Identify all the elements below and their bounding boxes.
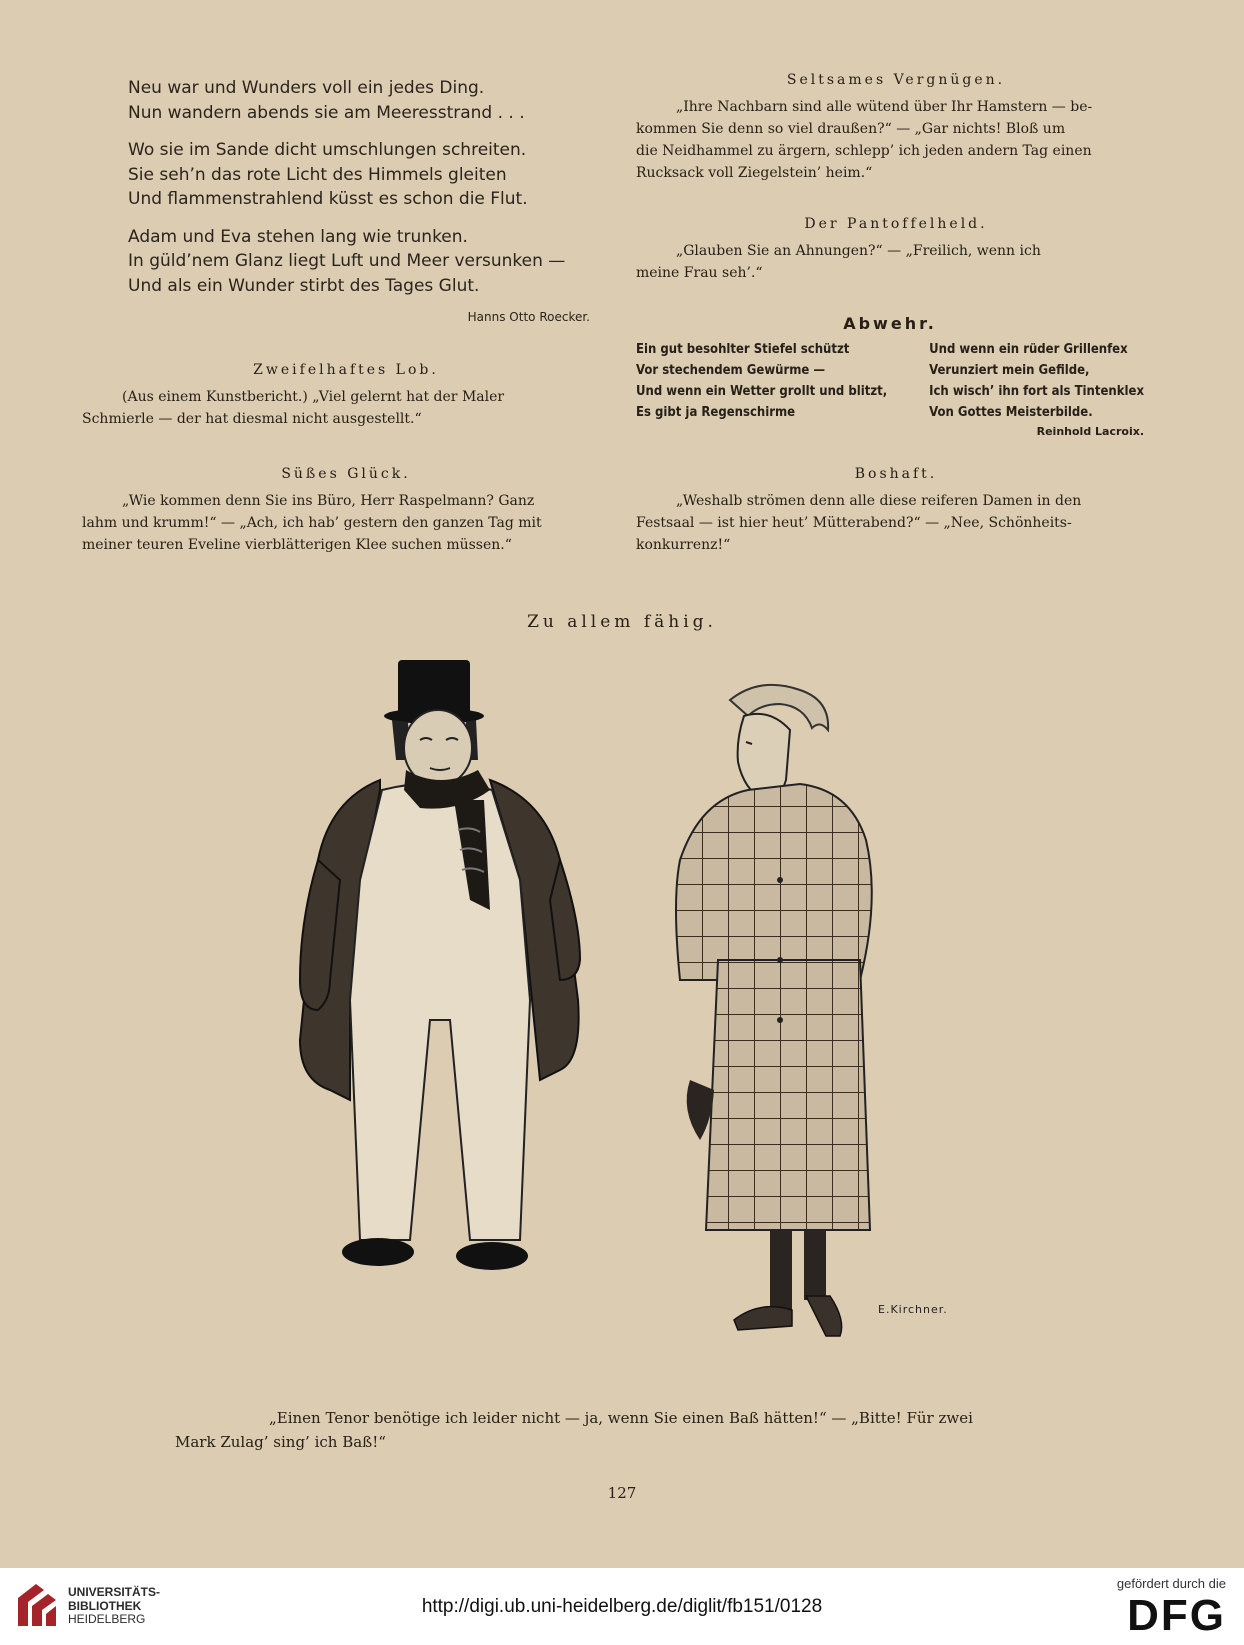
poem-line: In güld’nem Glanz liegt Luft und Meer versunken —: [128, 251, 566, 271]
text-line: die Neidhammel zu ärgern, schlepp’ ich jeden andern Tag einen: [636, 143, 1092, 159]
document-url-link[interactable]: http://digi.ub.uni-heidelberg.de/diglit/fb151/0128: [421, 1596, 823, 1617]
illustration-caption: [175, 1406, 1075, 1454]
stout-man-figure: [300, 660, 580, 1270]
thin-man-figure: [676, 685, 872, 1336]
poem-line: Sie seh’n das rote Licht des Himmels gleiten: [128, 164, 507, 185]
university-line: HEIDELBERG: [68, 1612, 146, 1626]
artist-signature: E.Kirchner.: [878, 1303, 948, 1316]
verse-line: Und wenn ein rüder Grillenfex: [929, 342, 1128, 357]
poem-line: Wo sie im Sande dicht umschlungen schreiten.: [128, 140, 527, 160]
poem-line: Nun wandern abends sie am Meeresstrand . . .: [128, 102, 525, 123]
section-title: Boshaft.: [854, 466, 938, 482]
university-line: UNIVERSITÄTS-: [68, 1585, 161, 1599]
abwehr-author: Reinhold Lacroix.: [1036, 425, 1144, 438]
section-title: Zweifelhaftes Lob.: [253, 362, 439, 378]
caption-line: Mark Zulag’ sing’ ich Baß!“: [175, 1433, 386, 1451]
text-line: lahm und krumm!“ — „Ach, ich hab’ gestern den ganzen Tag mit: [82, 515, 542, 531]
text-line: Schmierle — der hat diesmal nicht ausgestellt.“: [82, 411, 422, 427]
verse-line: Von Gottes Meisterbilde.: [929, 405, 1093, 420]
caption-line: „Einen Tenor benötige ich leider nicht — ja, wenn Sie einen Baß hätten!“ — „Bitte! Für zwei: [269, 1409, 973, 1427]
library-footer: [0, 1568, 1244, 1645]
verse-line: Vor stechendem Gewürme —: [636, 363, 826, 378]
section-title: Süßes Glück.: [281, 466, 411, 482]
text-line: „Ihre Nachbarn sind alle wütend über Ihr Hamstern — be-: [676, 99, 1093, 115]
poem-line: Neu war und Wunders voll ein jedes Ding.: [128, 78, 485, 98]
verse-line: Ein gut besohlter Stiefel schützt: [636, 342, 850, 357]
dfg-logo: DFG: [1127, 1591, 1226, 1640]
text-line: kommen Sie denn so viel draußen?“ — „Gar nichts! Bloß um: [636, 121, 1066, 137]
poem-line: Adam und Eva stehen lang wie trunken.: [128, 226, 468, 247]
text-line: „Wie kommen denn Sie ins Büro, Herr Raspelmann? Ganz: [122, 493, 535, 509]
text-line: „Weshalb strömen denn alle diese reiferen Damen in den: [676, 493, 1082, 509]
verse-line: Verunziert mein Gefilde,: [929, 363, 1090, 378]
university-line: BIBLIOTHEK: [68, 1598, 142, 1613]
verse-line: Ich wisch’ ihn fort als Tintenklex: [929, 384, 1144, 399]
page-number: 127: [607, 1484, 637, 1502]
verse-line: Es gibt ja Regenschirme: [636, 405, 796, 420]
section-title: Abwehr.: [843, 314, 937, 333]
poem-author: Hanns Otto Roecker.: [467, 310, 590, 324]
text-line: meine Frau seh’.“: [636, 265, 763, 281]
poem-line: Und als ein Wunder stirbt des Tages Glut.: [128, 275, 480, 296]
illustration-title: Zu allem fähig.: [527, 612, 717, 632]
text-line: Festsaal — ist hier heut’ Mütterabend?“ — „Nee, Schönheits-: [636, 515, 1072, 531]
poem-line: Und flammenstrahlend küsst es schon die Flut.: [128, 189, 528, 209]
funded-by-label: gefördert durch die: [1116, 1576, 1226, 1591]
text-line: Rucksack voll Ziegelstein’ heim.“: [636, 165, 873, 181]
section-title: Der Pantoffelheld.: [804, 216, 988, 232]
text-line: konkurrenz!“: [636, 537, 731, 553]
section-title: Seltsames Vergnügen.: [786, 72, 1006, 88]
text-line: „Glauben Sie an Ahnungen?“ — „Freilich, wenn ich: [676, 243, 1041, 259]
verse-line: Und wenn ein Wetter grollt und blitzt,: [636, 384, 888, 399]
text-line: (Aus einem Kunstbericht.) „Viel gelernt hat der Maler: [122, 389, 505, 405]
text-line: meiner teuren Eveline vierblätterigen Klee suchen müssen.“: [82, 537, 512, 553]
